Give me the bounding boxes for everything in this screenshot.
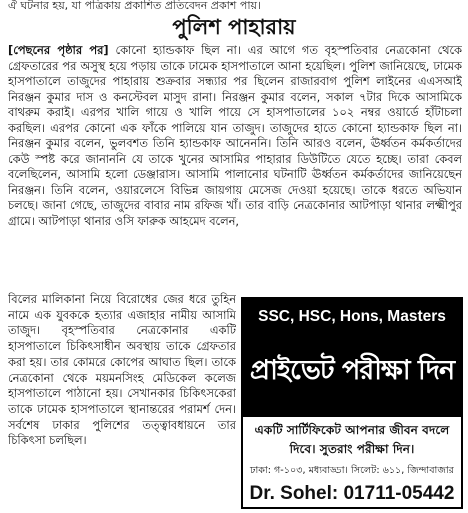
article-column: বিলের মালিকানা নিয়ে বিরোধের জের ধরে তুহিন নামে এক যুবককে হত্যার এজাহার নামীয় আসামি তাজুদ। বৃহস্পতিবার নেত্রকোনার একটি হাসপাতালে চিকিৎসাধীন অবস্থায় তাকে গ্রেফতার করা হয়। তার কোমরে কোপের আঘাত ছিল। তাকে নেত্রকোনা থেকে ময়মনসিংহ মেডিকেল কলেজ হাসপাতালে পাঠানো হয়। সেখানকার চিকিৎসকেরা তাকে ঢামেক হাসপাতালে স্থানান্তরের পরামর্শ দেন। সর্বশেষ ঢাকার পুলিশের তত্ত্বাবধায়নে তার চিকিৎসা চলছিল।: [8, 292, 236, 448]
ad-phone: Dr. Sohel: 01711-05442: [249, 483, 455, 504]
ad-exam-list: SSC, HSC, Hons, Masters: [258, 308, 446, 325]
previous-story-fragment: ঐ ঘটনার হয়, যা পত্রিকায় প্রকাশিত প্রতিবেদন প্রকাশ পায়।: [8, 0, 261, 12]
article-body-text: কোনো হ্যান্ডকাফ ছিল না। এর আগে গত বৃহস্পতিবার নেত্রকোনা থেকে গ্রেফতারের পর অসুস্থ হয়ে পড়ায় তাকে ঢামেক হাসপাতালে আনা হয়েছিল। পুলিশ জানিয়েছে, ঢামেক হাসপাতালে তাজুদের পাহারায় শুক্রবার সন্ধ্যার পর ছিলেন রাজারবাগ পুলিশ লাইনের এএসআই নিরঞ্জন কুমার দাস ও কনস্টেবল মাসুদ রানা। নিরঞ্জন কুমার বলেন, সকাল ৭টার দিকে আসামিকে বাথরুম করাই। এরপর খালি গায়ে ও খালি পায়ে সে হাসপাতালের ১০২ নম্বর ওয়ার্ডে হাঁটাচলা করছিল। এরপর কোনো এক ফাঁকে পালিয়ে যান তাজুদ। তাজুদের হাতে কোনো হ্যান্ডকাফ ছিল না। নিরঞ্জন কুমার বলেন, ভুলবশত তিনি হ্যান্ডকাফ আনেননি। তিনি আরও বলেন, ঊর্ধ্বতন কর্মকর্তাদের কেউ স্পষ্ট করে জানাননি যে তাকে খুনের আসামির পাহারার ডিউটিতে যেতে হচ্ছে। তারা কেবল বলেছিলেন, আসামি হলো ডেঞ্জারাস। আসামি পালানোর ঘটনাটি ঊর্ধ্বতন কর্মকর্তাদের জানিয়েছেন নিরঞ্জন। তিনি বলেন, ওয়ারলেসে বিভিন্ন জায়গায় মেসেজ দেওয়া হয়েছে। তাকে ধরতে অভিযান চলছে। জানা গেছে, তাজুদের বাবার নাম রফিজ খাঁ। তার বাড়ি নেত্রকোনার আটপাড়া থানার লক্ষ্মীপুর গ্রামে। আটপাড়া থানার ওসি ফারুক আহমেদ বলেন,: [8, 43, 462, 228]
ad-tagline: একটি সার্টিফিকেট আপনার জীবন বদলে দিবে। সুতরাং পরীক্ষা দিন।: [254, 423, 450, 456]
ad-banner: [243, 299, 461, 417]
continuation-tag: [পেছনের পৃষ্ঠার পর]: [8, 43, 109, 57]
ad-headline: প্রাইভেট পরীক্ষা দিন: [249, 355, 455, 386]
exam-advertisement: [241, 297, 463, 509]
ad-address: ঢাকা: গ-১০৩, মধ্যবাড্ডা। সিলেট: ৬১১, জিন্দাবাজার: [250, 465, 454, 476]
article-headline: পুলিশ পাহারায়: [172, 15, 296, 39]
article-body: [8, 43, 462, 291]
